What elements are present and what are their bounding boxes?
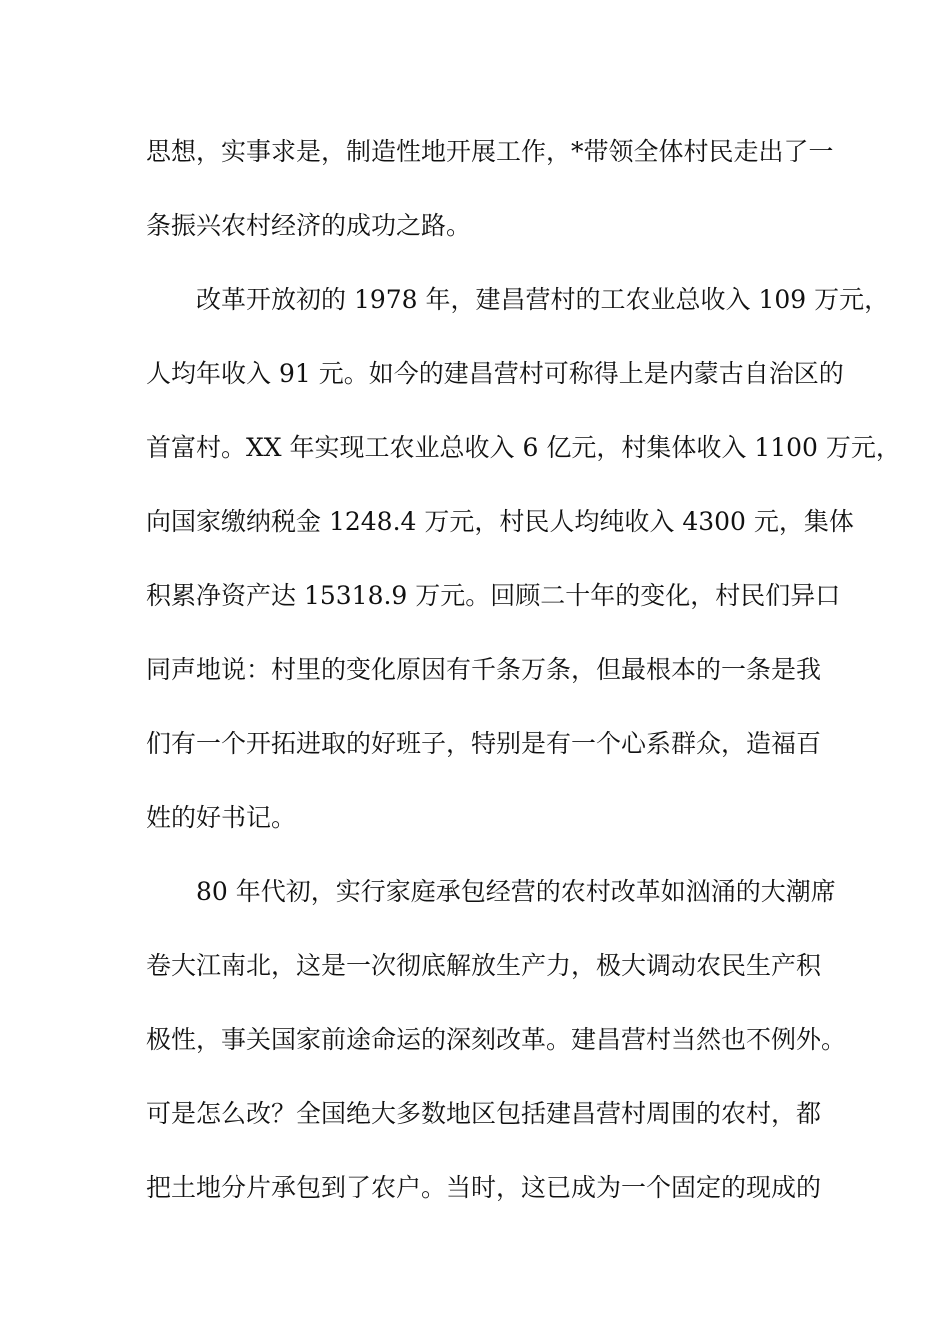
text-line: 卷大江南北，这是一次彻底解放生产力，极大调动农民生产积 (146, 951, 822, 980)
text-line: 条振兴农村经济的成功之路。 (146, 211, 472, 240)
paragraph-start-line: 80 年代初，实行家庭承包经营的农村改革如汹涌的大潮席 (196, 877, 836, 906)
paragraph-start-line: 改革开放初的 1978 年，建昌营村的工农业总收入 109 万元， (196, 285, 890, 314)
text-line: 们有一个开拓进取的好班子，特别是有一个心系群众，造福百 (146, 729, 822, 758)
text-line: 姓的好书记。 (146, 803, 297, 832)
text-line: 极性，事关国家前途命运的深刻改革。建昌营村当然也不例外。 (146, 1025, 847, 1054)
text-line: 向国家缴纳税金 1248.4 万元，村民人均纯收入 4300 元，集体 (146, 507, 854, 536)
text-line: 可是怎么改？全国绝大多数地区包括建昌营村周围的农村，都 (146, 1099, 822, 1128)
text-line: 积累净资产达 15318.9 万元。回顾二十年的变化，村民们异口 (146, 581, 841, 610)
text-line: 把土地分片承包到了农户。当时，这已成为一个固定的现成的 (146, 1173, 822, 1202)
text-line: 首富村。XX 年实现工农业总收入 6 亿元，村集体收入 1100 万元， (146, 433, 901, 462)
text-line: 同声地说：村里的变化原因有千条万条，但最根本的一条是我 (146, 655, 822, 684)
text-line: 人均年收入 91 元。如今的建昌营村可称得上是内蒙古自治区的 (146, 359, 844, 388)
text-line: 思想，实事求是，制造性地开展工作，*带领全体村民走出了一 (146, 137, 834, 166)
